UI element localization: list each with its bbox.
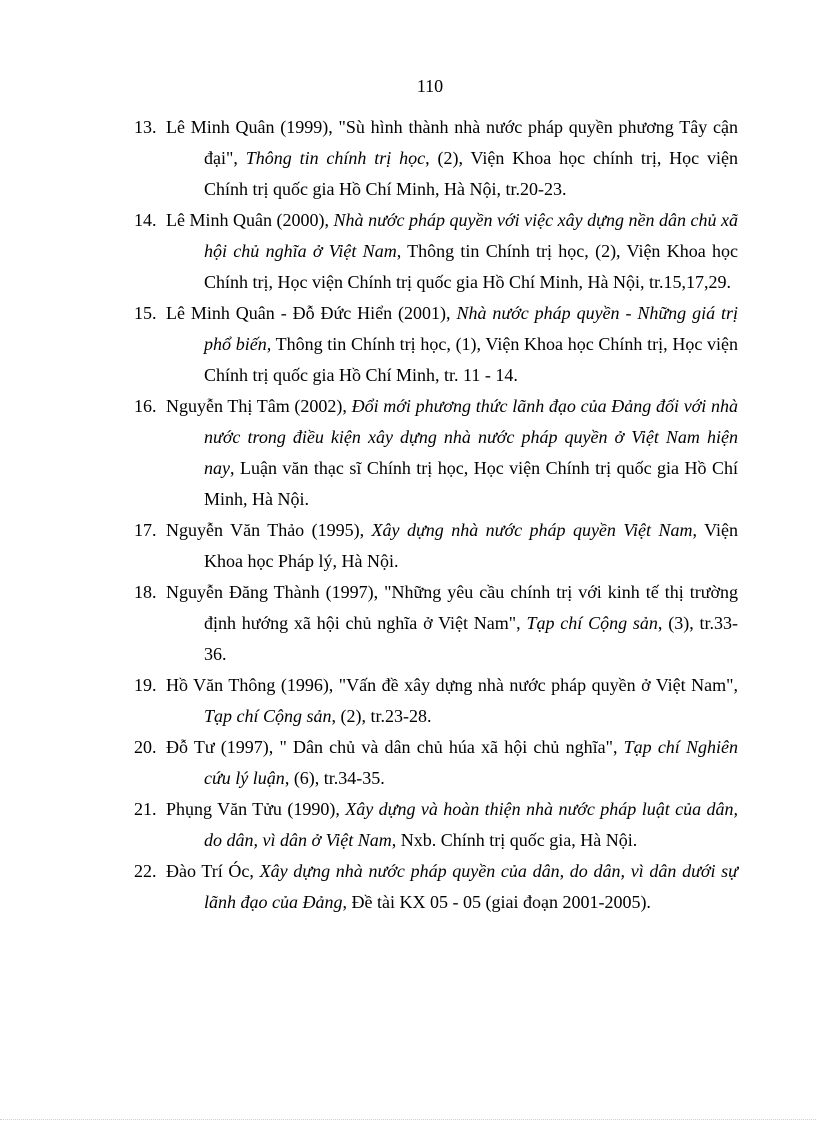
reference-number: 14. [134,210,157,230]
reference-item [134,732,738,794]
reference-item [134,670,738,732]
reference-item [134,856,738,918]
reference-text: Hồ Văn Thông (1996), "Vấn đề xây dựng nhà nước pháp quyền ở Việt Nam", [166,675,738,695]
reference-text: Thông tin Chính trị học, (1), Viện Khoa học Chính trị, Học viện Chính trị quốc gia Hồ Chí Minh, tr. 11 - 14. [204,334,738,385]
reference-text: , Luận văn thạc sĩ Chính trị học, Học viện Chính trị quốc gia Hồ Chí Minh, Hà Nội. [204,458,738,509]
reference-item [134,391,738,515]
reference-title-italic: Tạp chí Cộng sản [526,613,658,633]
reference-text: Nguyễn Đăng Thành (1997), "Những yêu cầu chính trị với kinh tế thị trường định hướng xã hội chủ nghĩa ở Việt Nam", [166,582,738,633]
reference-title-italic: Thông tin chính trị học [245,148,426,168]
reference-title-italic: Nhà nước pháp quyền - Những giá trị phổ biến, [204,303,738,354]
reference-text: , (2), Viện Khoa học chính trị, Học viện Chính trị quốc gia Hồ Chí Minh, Hà Nội, tr.20-23. [204,148,739,199]
reference-text: , (3), tr.33-36. [204,613,739,664]
reference-text: Đào Trí Óc, [166,861,260,881]
reference-number: 20. [134,737,157,757]
reference-item [134,298,738,391]
reference-text: Lê Minh Quân (1999), "Sù hình thành nhà nước pháp quyền phương Tây cận đại", [166,117,738,168]
reference-number: 13. [134,117,157,137]
reference-item [134,205,738,298]
reference-text: Đỗ Tư (1997), " Dân chủ và dân chủ húa xã hội chủ nghĩa", [166,737,624,757]
reference-title-italic: Nhà nước pháp quyền với việc xây dựng nền dân chủ xã hội chủ nghĩa ở Việt Nam [204,210,738,261]
reference-number: 18. [134,582,157,602]
reference-text: , Thông tin Chính trị học, (2), Viện Khoa học Chính trị, Học viện Chính trị quốc gia Hồ Chí Minh, Hà Nội, tr.15,17,29. [204,241,738,292]
reference-title-italic: Xây dựng nhà nước pháp quyền Việt Nam [371,520,693,540]
reference-text: , Viện Khoa học Pháp lý, Hà Nội. [204,520,738,571]
reference-text: Nguyễn Thị Tâm (2002), [166,396,352,416]
reference-item [134,515,738,577]
reference-item [134,577,738,670]
reference-text: , (2), tr.23-28. [331,706,432,726]
reference-text: Lê Minh Quân - Đỗ Đức Hiển (2001), [166,303,457,323]
reference-number: 15. [134,303,157,323]
reference-number: 16. [134,396,157,416]
page-number: 110 [416,76,444,96]
reference-number: 22. [134,861,157,881]
reference-number: 21. [134,799,157,819]
reference-title-italic: Đổi mới phương thức lãnh đạo của Đảng đối với nhà nước trong điều kiện xây dựng nhà nước pháp quyền ở Việt Nam hiện nay [204,396,738,478]
reference-text: Lê Minh Quân (2000), [166,210,334,230]
reference-list [134,112,738,918]
page-bottom-rule [0,1119,816,1120]
reference-title-italic: Tạp chí Nghiên cứu lý luận [204,737,738,788]
reference-title-italic: Xây dựng nhà nước pháp quyền của dân, do dân, vì dân dưới sự lãnh đạo của Đảng [204,861,739,912]
reference-text: , Đề tài KX 05 - 05 (giai đoạn 2001-2005). [342,892,651,912]
reference-item [134,112,738,205]
reference-title-italic: Tạp chí Cộng sản [204,706,332,726]
reference-text: , Nxb. Chính trị quốc gia, Hà Nội. [391,830,638,850]
reference-number: 19. [134,675,157,695]
reference-title-italic: Xây dựng và hoàn thiện nhà nước pháp luật của dân, do dân, vì dân ở Việt Nam [204,799,739,850]
reference-item [134,794,738,856]
reference-text: Nguyễn Văn Thảo (1995), [166,520,372,540]
reference-text: Phụng Văn Tửu (1990), [166,799,346,819]
reference-text: , (6), tr.34-35. [284,768,385,788]
reference-number: 17. [134,520,157,540]
